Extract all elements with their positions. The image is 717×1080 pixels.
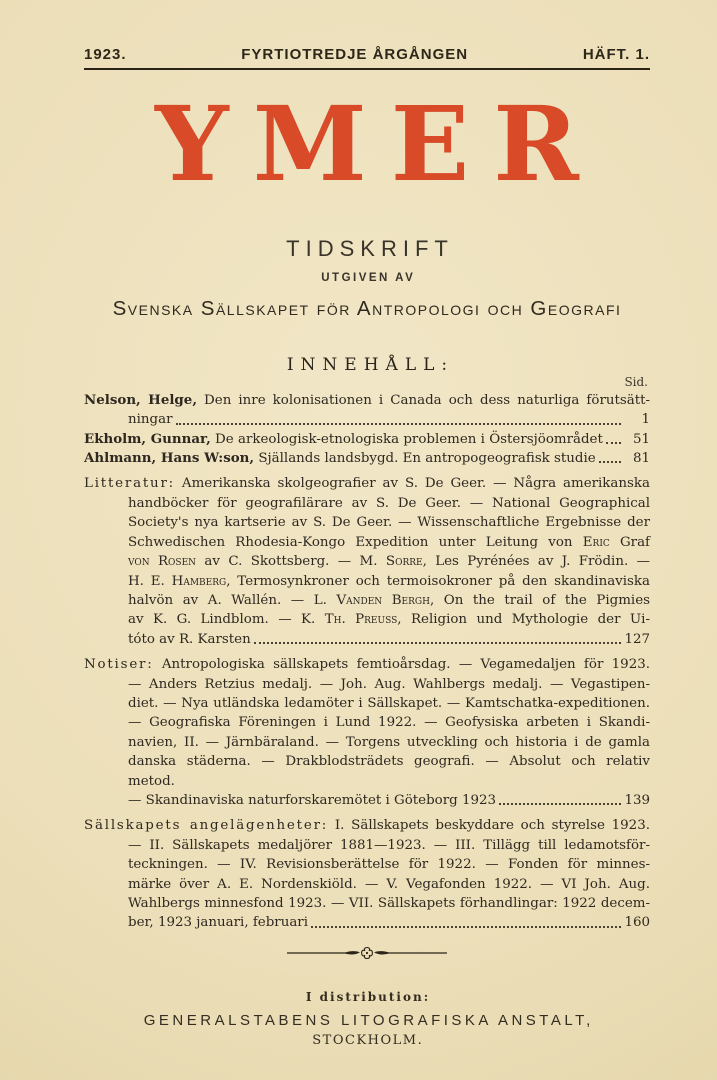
toc-section <box>84 816 650 932</box>
toc-line <box>84 713 650 732</box>
toc-section <box>84 391 650 469</box>
toc-line-text: märke över A. E. Nordenskiöld. — V. Vegafonden 1922. — VI Joh. Aug. <box>128 876 650 892</box>
toc-line-text: navien, II. — Järnbäraland. — Torgens utveckling och historia i de gamla <box>128 734 650 750</box>
dotted-leader <box>311 926 621 928</box>
issue-year: 1923. <box>84 46 127 63</box>
toc-line-text: Society's nya kartserie av S. De Geer. — Wissenschaftliche Ergebnisse der <box>128 515 650 531</box>
page-number: 139 <box>624 792 650 808</box>
toc-line-text: Schwedischen Rhodesia-Kongo Expedition unter Leitung von Eric Graf <box>128 534 651 550</box>
toc-line-text: Ahlmann, Hans W:son, Själlands landsbygd. En antropogeografisk studie <box>84 450 596 467</box>
dotted-leader <box>599 461 621 463</box>
toc-line <box>84 572 650 591</box>
toc-line-text: danska städerna. — Drakblodsträdets geografi. — Absolut och relativ metod. <box>128 754 650 789</box>
toc-line <box>84 913 650 932</box>
toc-line <box>84 533 650 552</box>
page-number: 1 <box>641 412 650 428</box>
toc-line-text: von Rosen av C. Skottsberg. — M. Sorre, Les Pyrénées av J. Frödin. — <box>128 554 650 570</box>
printer-name: GENERALSTABENS LITOGRAFISKA ANSTALT, <box>143 1011 594 1029</box>
masthead <box>84 46 650 70</box>
toc-line-text: H. E. Hamberg, Termosynkroner och termoisokroner på den skandinaviska <box>128 573 650 589</box>
toc-body <box>84 391 650 933</box>
distribution-label: I distribution: <box>305 989 431 1004</box>
toc-line <box>84 410 650 429</box>
toc-section <box>84 474 650 649</box>
toc-line-text: — Anders Retzius medalj. — Joh. Aug. Wahlbergs medalj. — Vegastipen- <box>128 676 650 692</box>
toc-line <box>84 855 650 874</box>
toc-line <box>84 610 650 629</box>
toc-line <box>84 733 650 752</box>
toc-line <box>84 752 650 791</box>
toc-line-text: — Geografiska Föreningen i Lund 1922. — Geofysiska arbeten i Skandi- <box>128 715 650 731</box>
toc-line <box>84 630 650 649</box>
toc-line <box>84 791 650 810</box>
toc-line-text: — Skandinaviska naturforskaremötet i Göteborg 1923 <box>128 792 497 808</box>
page-number: 160 <box>624 915 650 931</box>
toc-line <box>84 655 650 674</box>
toc-line-text: ber, 1923 januari, februari <box>128 915 308 931</box>
journal-title: YMER <box>155 84 603 205</box>
toc-line <box>84 474 650 493</box>
page-number: 127 <box>624 631 650 647</box>
toc-line-text: ningar <box>128 412 173 428</box>
toc-line-text: Litteratur: Amerikanska skolgeografier av S. De Geer. — Några amerikanska <box>84 476 650 492</box>
masthead-issue-row <box>84 46 650 63</box>
toc-line <box>84 875 650 894</box>
toc-line <box>84 894 650 913</box>
printer-city: STOCKHOLM. <box>312 1032 424 1048</box>
dotted-leader <box>176 423 622 425</box>
toc-line-text: Ekholm, Gunnar, De arkeologisk-etnologiska problemen i Östersjöområdet <box>84 430 603 447</box>
published-by-label: UTGIVEN AV <box>321 271 416 284</box>
issue-volume: FYRTIOTREDJE ÅRGÅNGEN <box>241 46 469 63</box>
toc-line-text: av K. G. Lindblom. — K. Th. Preuss, Religion und Mythologie der Ui- <box>128 612 650 628</box>
toc-line <box>84 430 650 449</box>
toc-line <box>84 391 650 410</box>
toc-line <box>84 449 650 468</box>
page-number: 51 <box>632 431 650 447</box>
toc-line-text: Notiser: Antropologiska sällskapets femtioårsdag. — Vegamedaljen för 1923. <box>84 657 650 673</box>
toc-line <box>84 494 650 513</box>
toc-line <box>84 591 650 610</box>
toc-line-text: Sällskapets angelägenheter: I. Sällskapets beskyddare och styrelse 1923. <box>84 818 650 834</box>
toc-line <box>84 816 650 835</box>
page-column-label: Sid. <box>624 374 648 389</box>
toc-line-text: diet. — Nya utländska ledamöter i Sällskapet. — Kamtschatka-expeditionen. <box>128 695 650 711</box>
toc-line-text: Nelson, Helge, Den inre kolonisationen i Canada och dess naturliga förutsätt- <box>84 391 650 408</box>
toc-line <box>84 675 650 694</box>
toc-line-text: Wahlbergs minnesfond 1923. — VII. Sällskapets förhandlingar: 1922 decem- <box>128 896 650 911</box>
issue-number: HÄFT. 1. <box>582 46 650 63</box>
toc-line-text: halvön av A. Wallén. — L. Vanden Bergh, On the trail of the Pigmies <box>128 592 651 608</box>
toc-line <box>84 552 650 571</box>
page-number: 81 <box>632 451 650 467</box>
society-name: Svenska Sällskapet för Antropologi och Geografi <box>112 296 622 320</box>
journal-subtitle: TIDSKRIFT <box>286 235 454 261</box>
toc-heading: INNEHÅLL: <box>286 354 455 375</box>
toc-line-text: teckningen. — IV. Revisionsberättelse för 1922. — Fonden för minnes- <box>128 857 650 873</box>
dotted-leader <box>254 642 621 644</box>
imprint <box>84 990 650 1048</box>
toc-line <box>84 836 650 855</box>
divider-ornament <box>287 946 447 960</box>
dotted-leader <box>499 803 621 805</box>
header-rule <box>84 68 650 70</box>
toc-line-text: tóto av R. Karsten <box>128 631 251 647</box>
table-of-contents <box>84 355 650 933</box>
toc-line <box>84 513 650 532</box>
toc-line-text: handböcker för geografilärare av S. De Geer. — National Geographical <box>128 495 650 511</box>
toc-line <box>84 694 650 713</box>
toc-line-text: — II. Sällskapets medaljörer 1881—1923. — III. Tillägg till ledamotsför- <box>128 837 650 853</box>
toc-section <box>84 655 650 810</box>
dotted-leader <box>606 442 621 444</box>
